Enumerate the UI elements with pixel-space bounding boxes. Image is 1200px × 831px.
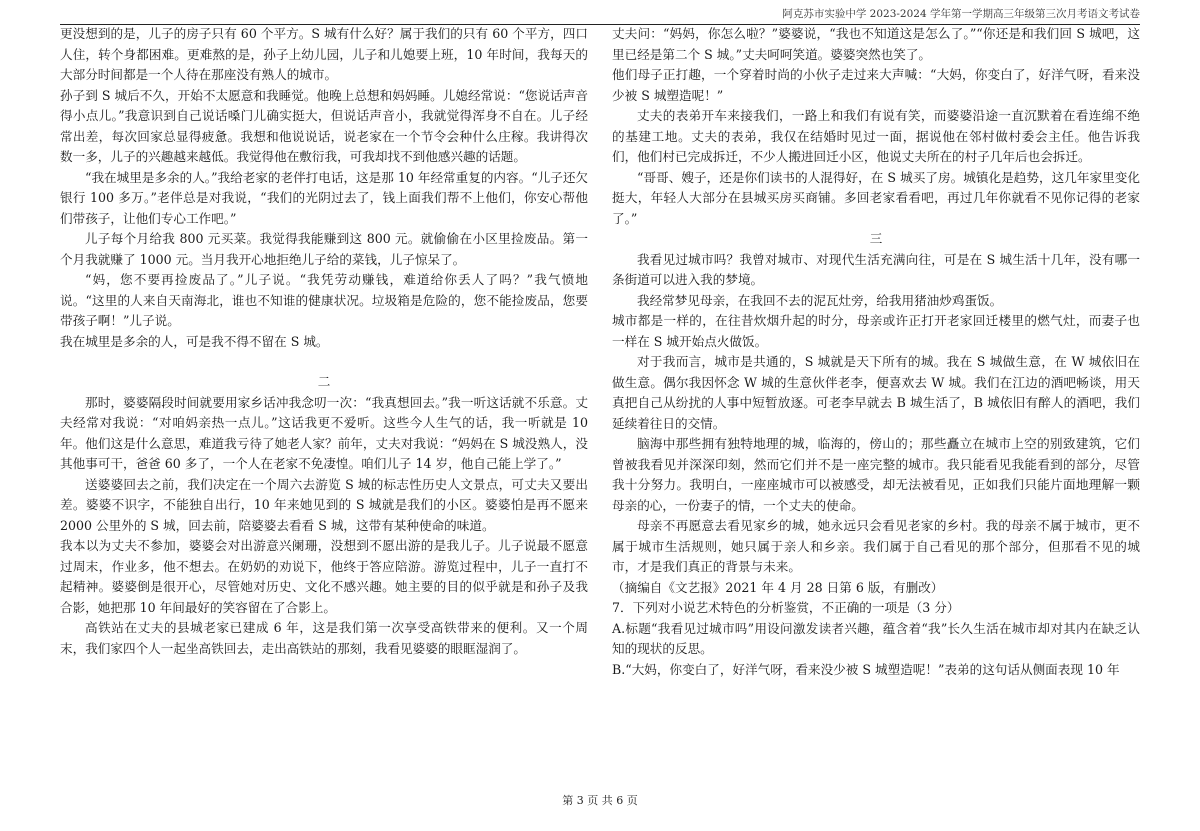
paragraph: 儿子每个月给我 800 元买菜。我觉得我能赚到这 800 元。就偷偷在小区里捡废品。第一个月我就赚了 1000 元。当月我开心地拒绝儿子给的菜钱，儿子惊呆了。 — [60, 231, 588, 267]
paragraph: 那时，婆婆隔段时间就要用家乡话冲我念叨一次：“我真想回去。”我一听这话就不乐意。丈夫经常对我说：“对咱妈亲热一点儿。”这话我更不爱听。这些今人生气的话，我一听就是 10 年。他们这是什么意思，难道我亏待了她老人家？前年，丈夫对我说：“妈妈在 S 城没熟人，没其他事可干，爸爸 60 多了，一个人在老家不免凄惶。咱们儿子 14 岁，他自己能上学了。” — [60, 394, 588, 471]
right-column — [612, 24, 1140, 680]
paragraph: 丈夫问：“妈妈，你怎么啦？”婆婆说，“我也不知道这是怎么了。”“你还是和我们回 S 城吧，这里已经是第二个 S 城。”丈夫呵呵笑道。婆婆突然也笑了。 — [612, 26, 1140, 62]
left-column — [60, 24, 588, 659]
section-heading-2: 二 — [317, 374, 331, 389]
page-number: 第 3 页 共 6 页 — [562, 794, 638, 807]
paragraph: 孙子到 S 城后不久，开始不太愿意和我睡觉。他晚上总想和妈妈睡。儿媳经常说：“您说话声音得小点儿。”我意识到自己说话嗓门儿确实挺大，但说话声音小，我就觉得浑身不自在。儿子经常出差，每次回家总显得疲惫。我想和他说说话，说老家在一个节令会种什么庄稼。我讲得次数一多，儿子的兴趣越来越低。我觉得他在敷衍我，可我却找不到他感兴趣的话题。 — [60, 87, 588, 164]
paragraph: 我在城里是多余的人，可是我不得不留在 S 城。 — [60, 333, 329, 349]
paragraph: “哥哥、嫂子，还是你们读书的人混得好，在 S 城买了房。城镇化是趋势，这几年家里变化挺大，年轻人大部分在县城买房买商铺。多回老家看看吧，再过几年你就看不见你记得的老家了。” — [612, 169, 1140, 226]
page-footer — [0, 792, 1200, 808]
paragraph: “我在城里是多余的人。”我给老家的老伴打电话，这是那 10 年经常重复的内容。“儿子还欠银行 100 多万。”老伴总是对我说，“我们的光阴过去了，钱上面我们帮不上他们，你安心帮他们带孩子，让他们专心工作吧。” — [60, 169, 589, 226]
source-citation: （摘编自《文艺报》2021 年 4 月 28 日第 6 版，有删改） — [612, 579, 944, 595]
option-b: B.“大妈，你变白了，好洋气呀，看来没少被 S 城塑造呢！”表弟的这句话从侧面表现 10 年 — [612, 661, 1120, 677]
paragraph: 母亲不再愿意去看见家乡的城，她永远只会看见老家的乡村。我的母亲不属于城市，更不属于城市生活规则，她只属于亲人和乡亲。我们属于自己看见的那个部分，但那看不见的城市，才是我们真正的背景与未来。 — [612, 518, 1140, 574]
option-a: A.标题“我看见过城市吗”用设问激发读者兴趣，蕴含着“我”长久生活在城市却对其内在缺乏认知的现状的反思。 — [612, 620, 1140, 656]
paragraph: 脑海中那些拥有独特地理的城，临海的，傍山的；那些矗立在城市上空的别致建筑，它们曾被我看见并深深印刻，然而它们并不是一座完整的城市。我只能看见我能看到的部分，尽管我十分努力。我明白，一座座城市可以被感受，却无法被看见，正如我们只能片面地理解一颗母亲的心，一份妻子的情，一个丈夫的使命。 — [612, 436, 1140, 513]
section-heading-3: 三 — [869, 231, 883, 246]
page-header — [60, 6, 1140, 25]
paragraph: 更没想到的是，儿子的房子只有 60 个平方。S 城有什么好？属于我们的只有 60 个平方，四口人住，转个身都困难。更难熬的是，孙子上幼儿园，儿子和儿媳要上班，10 年时间，我每天的大部分时间都是一个人待在那座没有熟人的城市。 — [60, 26, 588, 82]
paragraph: 丈夫的表弟开车来接我们，一路上和我们有说有笑，而婆婆沿途一直沉默着在看连绵不绝的基建工地。丈夫的表弟，我仅在结婚时见过一面，据说他在邻村做村委会主任。他告诉我们，他们村已完成拆迁，不少人搬进回迁小区，他说丈夫所在的村子几年后也会拆迁。 — [612, 108, 1140, 164]
paragraph: 他们母子正打趣，一个穿着时尚的小伙子走过来大声喊：“大妈，你变白了，好洋气呀，看来没少被 S 城塑造呢！” — [612, 67, 1140, 103]
paragraph: 我本以为丈夫不参加，婆婆会对出游意兴阑珊，没想到不愿出游的是我儿子。儿子说最不愿意过周末，作业多，他不想去。在奶奶的劝说下，他终于答应陪游。游览过程中，儿子一直打不起精神。婆婆倒是很开心，尽管她对历史、文化不感兴趣。她主要的目的似乎就是和孙子及我合影，她把那 10 年间最好的笑容留在了合影上。 — [60, 538, 588, 615]
paragraph: 我看见过城市吗？我曾对城市、对现代生活充满向往，可是在 S 城生活十几年，没有哪一条街道可以进入我的梦境。 — [612, 251, 1140, 287]
paragraph: 我经常梦见母亲，在我回不去的泥瓦灶旁，给我用猪油炒鸡蛋饭。 — [637, 292, 1003, 308]
paragraph: 高铁站在丈夫的县城老家已建成 6 年，这是我们第一次享受高铁带来的便利。又一个周末，我们家四个人一起坐高铁回去，走出高铁站的那刻，我看见婆婆的眼眶湿润了。 — [60, 620, 588, 656]
paragraph: 对于我而言，城市是共通的，S 城就是天下所有的城。我在 S 城做生意，在 W 城依旧在做生意。偶尔我因怀念 W 城的生意伙伴老李，便喜欢去 W 城。我们在江边的酒吧畅谈，用天真把自己从纷扰的人事中短暂放逐。可老李早就去 B 城生活了，B 城依旧有醉人的酒吧，我们延续着往日的交情。 — [612, 354, 1140, 431]
question-7: 7．下列对小说艺术特色的分析鉴赏，不正确的一项是（3 分） — [612, 600, 960, 615]
paragraph: 城市都是一样的，在往昔炊烟升起的时分，母亲或许正打开老家回迁楼里的燃气灶，而妻子也一样在 S 城开始点火做饭。 — [612, 313, 1140, 349]
paragraph: “妈，您不要再捡废品了。”儿子说。“我凭劳动赚钱，难道给你丢人了吗？”我气愤地说。“这里的人来自天南海北，谁也不知谁的健康状况。垃圾箱是危险的，您不能捡废品，您要带孩子啊！”儿子说。 — [60, 272, 588, 328]
paragraph: 送婆婆回去之前，我们决定在一个周六去游览 S 城的标志性历史人文景点，可丈夫又要出差。婆婆不识字，不能独自出行，10 年来她见到的 S 城就是我们的小区。婆婆怕是再不愿来 2000 公里外的 S 城，回去前，陪婆婆去看看 S 城，这带有某种使命的味道。 — [60, 476, 588, 533]
exam-title: 阿克苏市实验中学 2023-2024 学年第一学期高三年级第三次月考语文考试卷 — [782, 8, 1140, 20]
